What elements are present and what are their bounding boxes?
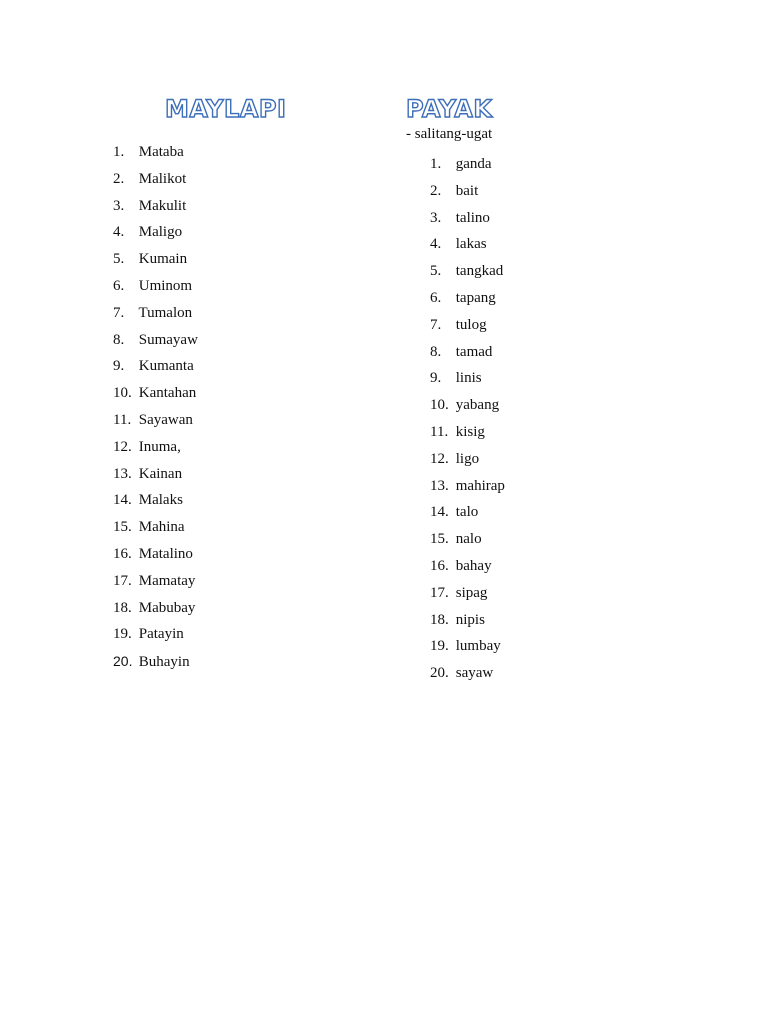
item-word: Kumanta bbox=[138, 358, 194, 375]
item-number: 4. bbox=[113, 224, 125, 241]
item-word: lumbay bbox=[455, 638, 501, 655]
item-word: ligo bbox=[455, 450, 480, 467]
item-number: 18. bbox=[430, 611, 449, 628]
item-number: 11. bbox=[430, 423, 449, 440]
item-number: 8. bbox=[113, 331, 125, 348]
item-word: bait bbox=[455, 182, 479, 199]
item-number: 8. bbox=[430, 343, 442, 360]
list-item bbox=[430, 205, 505, 232]
item-word: Mabubay bbox=[138, 599, 196, 616]
item-number: 2. bbox=[430, 182, 442, 199]
item-word: Maligo bbox=[138, 224, 183, 241]
list-item bbox=[113, 327, 198, 354]
item-word: yabang bbox=[455, 397, 500, 414]
item-number: 16. bbox=[430, 557, 449, 574]
item-word: nalo bbox=[455, 531, 482, 548]
payak-heading: PAYAK bbox=[406, 95, 493, 123]
list-item bbox=[113, 219, 198, 246]
item-word: Kainan bbox=[138, 465, 183, 482]
list-item bbox=[430, 473, 505, 500]
list-item bbox=[430, 607, 505, 634]
item-word: tangkad bbox=[455, 263, 504, 280]
item-number: 17. bbox=[113, 572, 132, 589]
list-item bbox=[430, 312, 505, 339]
item-number: 11. bbox=[113, 411, 132, 428]
item-word: Sayawan bbox=[138, 411, 193, 428]
item-word: sipag bbox=[455, 584, 488, 601]
item-number: 12. bbox=[430, 450, 449, 467]
list-item bbox=[113, 353, 198, 380]
item-number: 20. bbox=[430, 665, 449, 682]
list-item bbox=[113, 407, 198, 434]
item-word: linis bbox=[455, 370, 482, 387]
item-word: nipis bbox=[455, 611, 485, 628]
item-number: 6. bbox=[113, 277, 125, 294]
item-word: Patayin bbox=[138, 626, 184, 643]
list-item bbox=[430, 365, 505, 392]
list-item bbox=[113, 246, 198, 273]
item-word: Matalino bbox=[138, 545, 193, 562]
item-word: Uminom bbox=[138, 277, 193, 294]
list-item bbox=[113, 434, 198, 461]
item-number: 10. bbox=[113, 385, 132, 402]
item-number: 9. bbox=[430, 370, 442, 387]
item-number: 3. bbox=[430, 209, 442, 226]
item-number: 6. bbox=[430, 289, 442, 306]
item-number: 10. bbox=[430, 397, 449, 414]
list-item bbox=[430, 553, 505, 580]
list-item bbox=[113, 621, 198, 648]
item-word: tapang bbox=[455, 289, 496, 306]
item-number: 15. bbox=[113, 519, 132, 536]
list-item bbox=[430, 231, 505, 258]
list-item bbox=[113, 541, 198, 568]
list-item bbox=[430, 392, 505, 419]
item-word: sayaw bbox=[455, 665, 494, 682]
list-item bbox=[430, 633, 505, 660]
item-number: 17. bbox=[430, 584, 449, 601]
item-word: Tumalon bbox=[138, 304, 193, 321]
maylapi-word-list bbox=[113, 139, 198, 675]
item-word: kisig bbox=[455, 423, 485, 440]
item-number: 1. bbox=[113, 144, 125, 160]
list-item bbox=[430, 178, 505, 205]
payak-word-list bbox=[430, 151, 505, 687]
item-word: lakas bbox=[455, 236, 487, 253]
list-item bbox=[430, 258, 505, 285]
item-number: 1. bbox=[430, 156, 442, 172]
item-word: Makulit bbox=[138, 197, 187, 214]
item-word: Inuma, bbox=[138, 438, 181, 455]
item-word: Mataba bbox=[138, 144, 184, 160]
item-word: talo bbox=[455, 504, 479, 521]
item-number: 15. bbox=[430, 531, 449, 548]
item-number: 7. bbox=[113, 304, 125, 321]
list-item bbox=[113, 487, 198, 514]
item-number: 9. bbox=[113, 358, 125, 375]
list-item bbox=[113, 139, 198, 166]
item-number: 14. bbox=[430, 504, 449, 521]
maylapi-heading: MAYLAPI bbox=[165, 95, 287, 123]
item-word: bahay bbox=[455, 557, 492, 574]
list-item bbox=[430, 446, 505, 473]
item-word: Mamatay bbox=[138, 572, 196, 589]
list-item bbox=[430, 526, 505, 553]
list-item bbox=[430, 419, 505, 446]
item-number: 13. bbox=[113, 465, 132, 482]
list-item bbox=[113, 380, 198, 407]
item-word: Malaks bbox=[138, 492, 183, 509]
item-word: ganda bbox=[455, 156, 492, 172]
item-number: 16. bbox=[113, 545, 132, 562]
item-number: 3. bbox=[113, 197, 125, 214]
list-item bbox=[113, 514, 198, 541]
item-word: Sumayaw bbox=[138, 331, 198, 348]
list-item bbox=[113, 568, 198, 595]
list-item bbox=[113, 648, 198, 675]
item-word: talino bbox=[455, 209, 490, 226]
item-number: 7. bbox=[430, 316, 442, 333]
item-number: 14. bbox=[113, 492, 132, 509]
item-number: 18. bbox=[113, 599, 132, 616]
item-word: Kumain bbox=[138, 251, 188, 268]
item-number: 19. bbox=[113, 626, 132, 643]
list-item bbox=[430, 339, 505, 366]
list-item bbox=[430, 580, 505, 607]
payak-subtitle: - salitang-ugat bbox=[406, 126, 493, 142]
item-word: tamad bbox=[455, 343, 493, 360]
item-number: 19. bbox=[430, 638, 449, 655]
item-number: 5. bbox=[430, 263, 442, 280]
item-word: Malikot bbox=[138, 170, 187, 187]
list-item bbox=[113, 595, 198, 622]
item-word: mahirap bbox=[455, 477, 505, 494]
list-item bbox=[113, 461, 198, 488]
list-item bbox=[113, 300, 198, 327]
list-item bbox=[430, 499, 505, 526]
item-word: Mahina bbox=[138, 519, 185, 536]
list-item bbox=[430, 660, 505, 687]
list-item bbox=[113, 193, 198, 220]
item-number: 5. bbox=[113, 251, 125, 268]
item-number: 20. bbox=[113, 653, 133, 670]
item-number: 12. bbox=[113, 438, 132, 455]
item-word: tulog bbox=[455, 316, 487, 333]
list-item bbox=[113, 166, 198, 193]
item-word: Buhayin bbox=[138, 654, 190, 671]
item-word: Kantahan bbox=[138, 385, 197, 402]
item-number: 2. bbox=[113, 170, 125, 187]
list-item bbox=[430, 151, 505, 178]
list-item bbox=[113, 273, 198, 300]
list-item bbox=[430, 285, 505, 312]
item-number: 4. bbox=[430, 236, 442, 253]
item-number: 13. bbox=[430, 477, 449, 494]
